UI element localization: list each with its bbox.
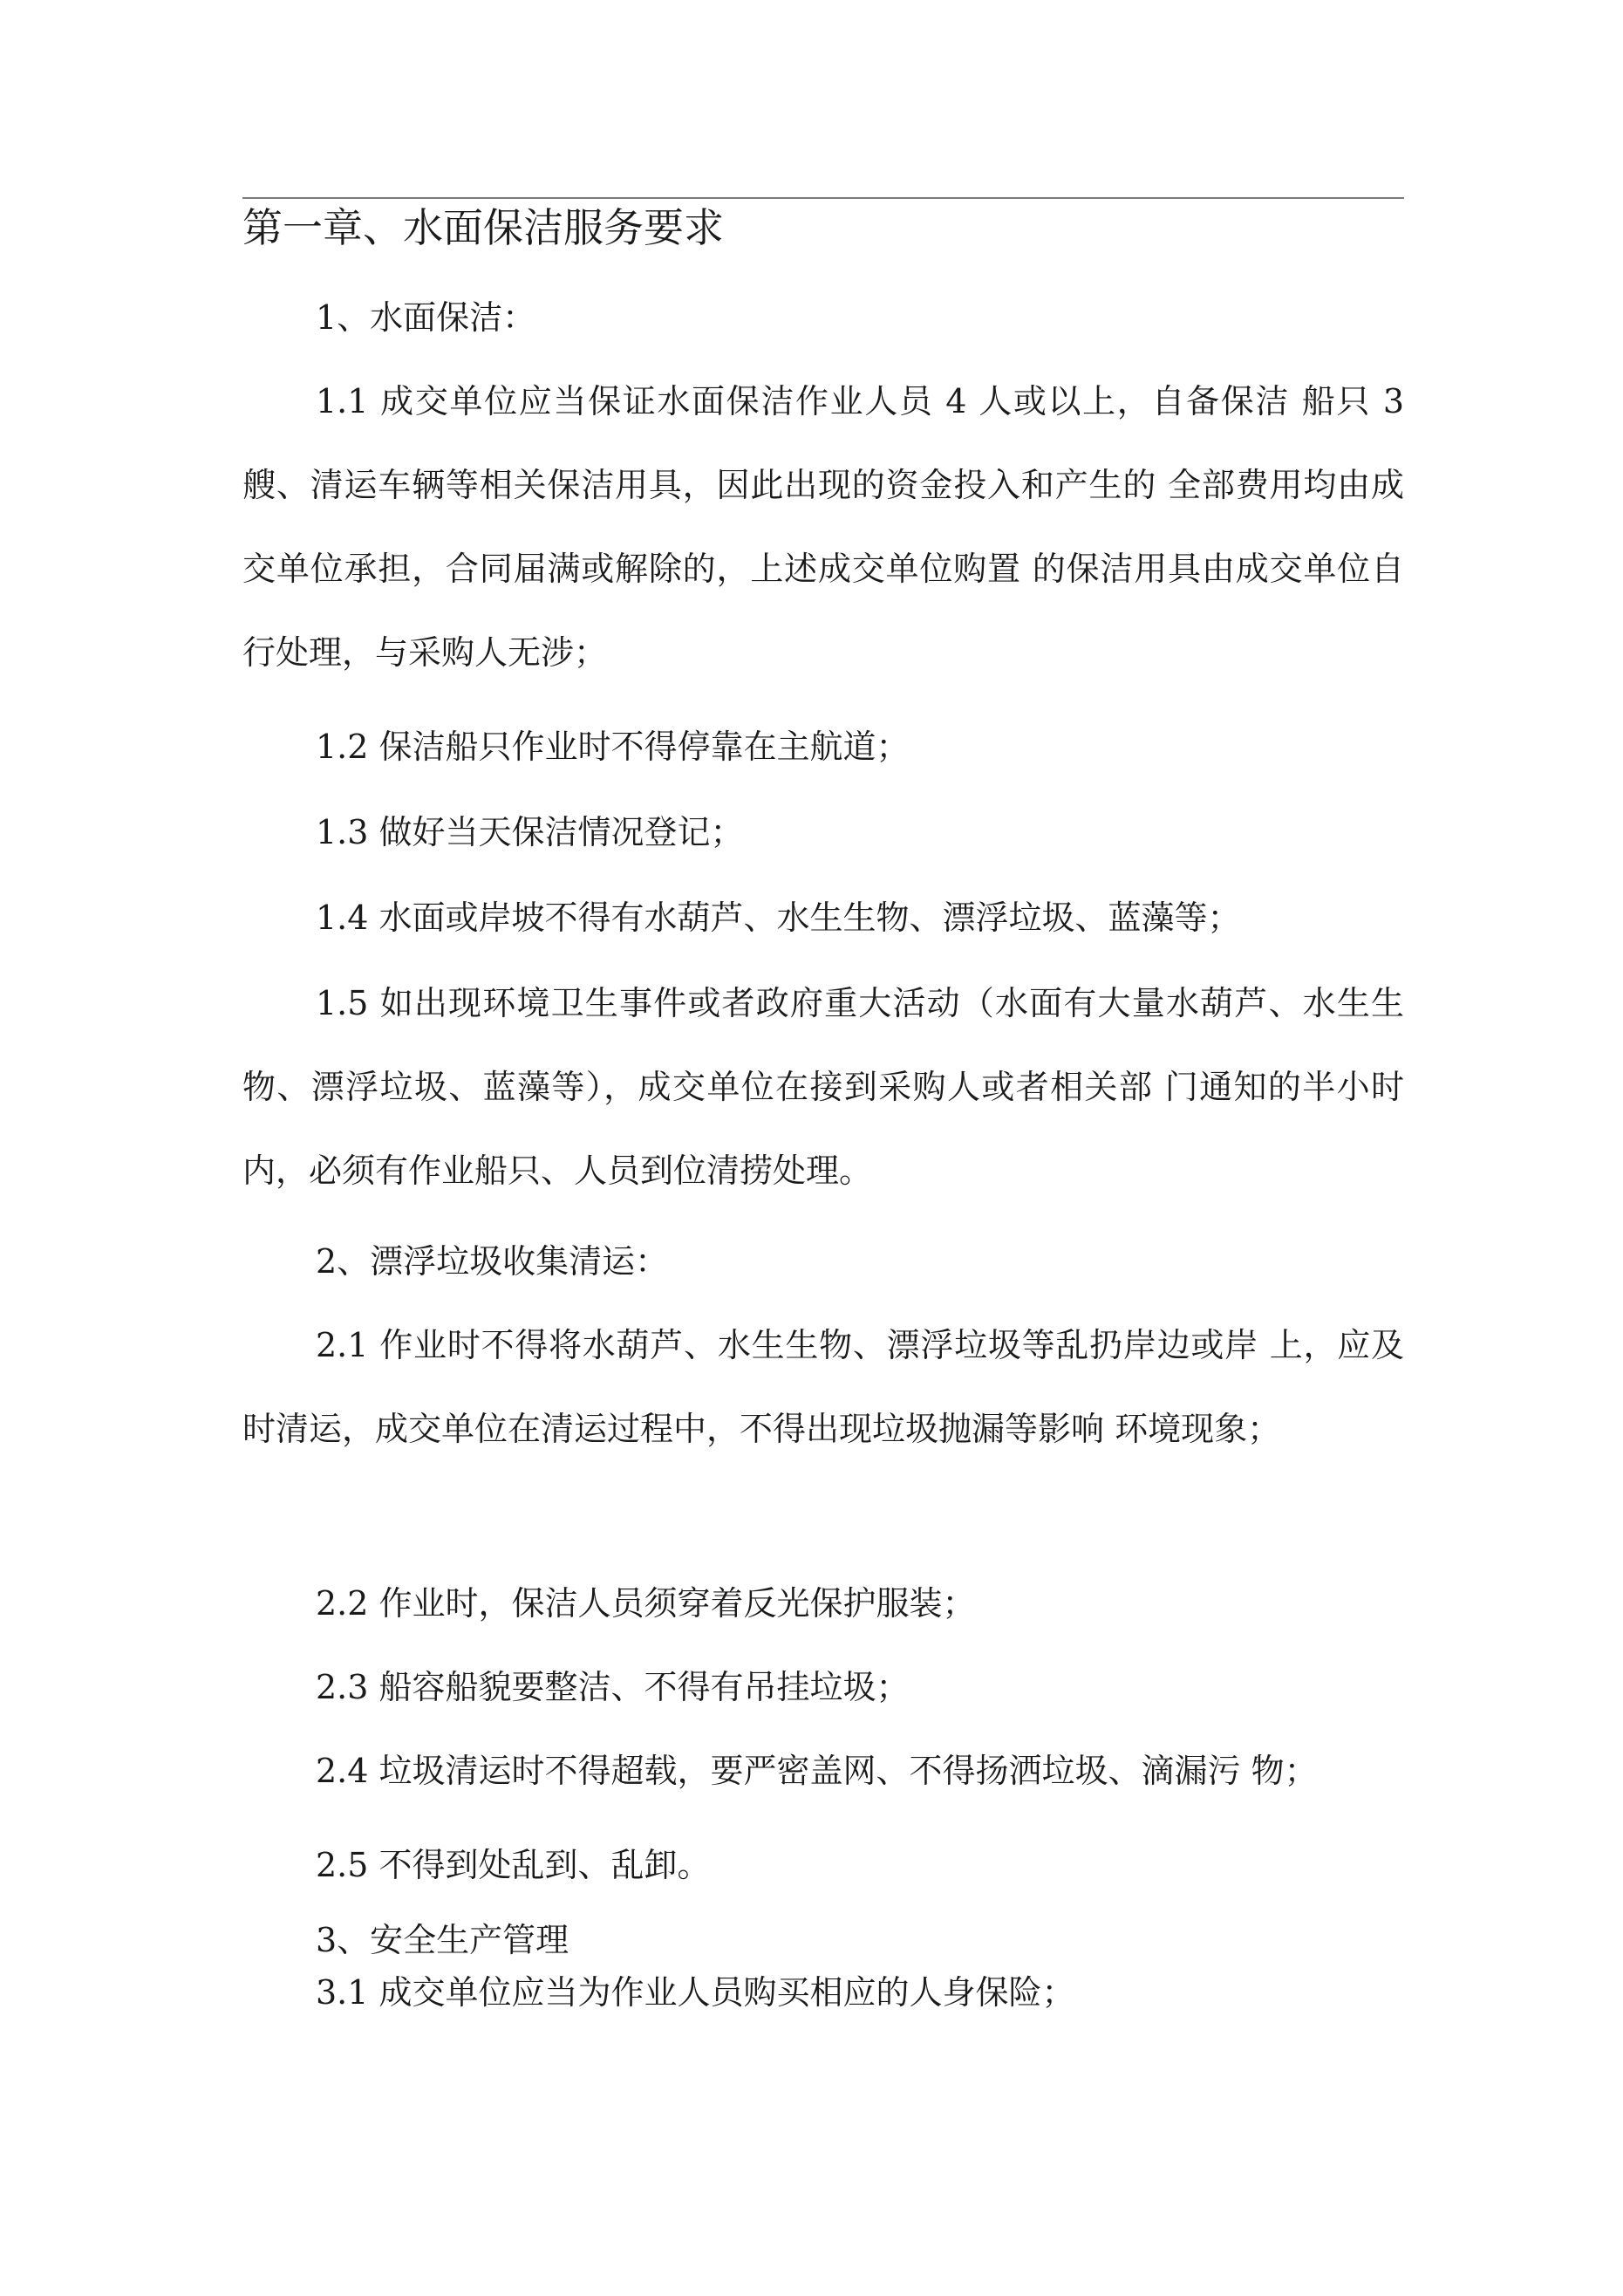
clause-2-1: 2.1 作业时不得将水葫芦、水生生物、漂浮垃圾等乱扔岸边或岸 上，应及时清运，成交单位在清运过程中，不得出现垃圾抛漏等影响 环境现象； bbox=[242, 1326, 1404, 1448]
section-heading-2: 2、漂浮垃圾收集清运： bbox=[316, 1242, 669, 1281]
clause-1-5: 1.5 如出现环境卫生事件或者政府重大活动（水面有大量水葫芦、水生生物、漂浮垃圾、蓝藻等），成交单位在接到采购人或者相关部 门通知的半小时内，必须有作业船只、人员到位清捞处理。 bbox=[242, 984, 1404, 1190]
clause-3-1: 3.1 成交单位应当为作业人员购买相应的人身保险； bbox=[316, 1973, 1075, 2012]
clause-2-4: 2.4 垃圾清运时不得超载，要严密盖网、不得扬洒垃圾、滴漏污 物； bbox=[316, 1752, 1318, 1790]
clause-2-2: 2.2 作业时，保洁人员须穿着反光保护服装； bbox=[316, 1584, 976, 1623]
clause-2-5: 2.5 不得到处乱到、乱卸。 bbox=[316, 1846, 711, 1884]
section-heading-1: 1、水面保洁： bbox=[316, 298, 536, 337]
section-heading-3: 3、安全生产管理 bbox=[316, 1921, 569, 1959]
clause-1-2: 1.2 保洁船只作业时不得停靠在主航道； bbox=[316, 728, 910, 766]
clause-1-3: 1.3 做好当天保洁情况登记； bbox=[316, 813, 744, 851]
chapter-title: 第一章、水面保洁服务要求 bbox=[242, 204, 724, 251]
clause-1-4: 1.4 水面或岸坡不得有水葫芦、水生生物、漂浮垃圾、蓝藻等； bbox=[316, 899, 1241, 937]
clause-2-3: 2.3 船容船貌要整洁、不得有吊挂垃圾； bbox=[316, 1668, 910, 1706]
clause-1-1: 1.1 成交单位应当保证水面保洁作业人员 4 人或以上，自备保洁 船只 3 艘、清运车辆等相关保洁用具，因此出现的资金投入和产生的 全部费用均由成交单位承担，合同届满或解除的，上述成交单位购置 的保洁用具由成交单位自行处理，与采购人无涉； bbox=[242, 382, 1404, 672]
